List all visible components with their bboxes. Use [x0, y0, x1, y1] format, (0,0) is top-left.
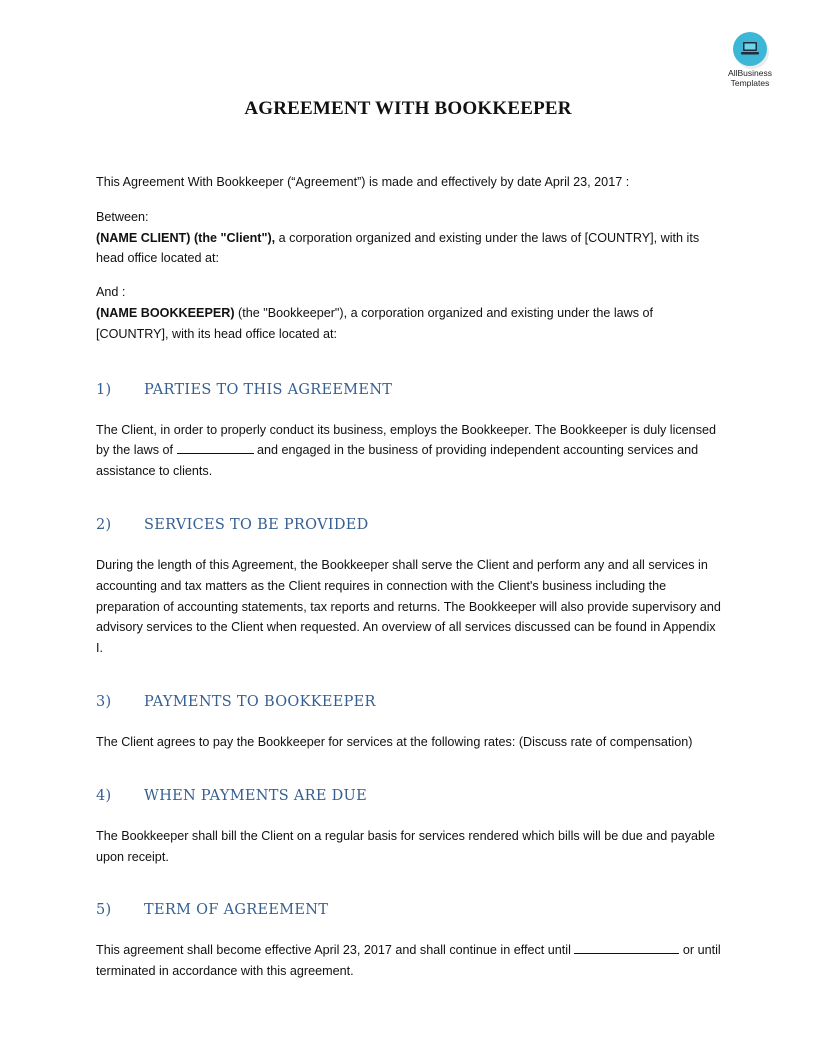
section-heading-5	[96, 900, 726, 920]
document-title: AGREEMENT WITH BOOKKEEPER	[244, 98, 572, 119]
section-4-text: The Bookkeeper shall bill the Client on a regular basis for services rendered which bills will be due and payable upon receipt.	[96, 828, 715, 864]
bookkeeper-name: (NAME BOOKKEEPER)	[96, 305, 235, 320]
section-heading-1	[96, 380, 726, 400]
section-1-text-b: and engaged in the business of providing independent accounting services and assistance to clients.	[96, 443, 699, 479]
section-number: 3)	[96, 693, 112, 710]
section-5-text-b: and shall continue in effect until	[391, 943, 575, 958]
section-title: SERVICES TO BE PROVIDED	[144, 516, 369, 533]
section-title: PARTIES TO THIS AGREEMENT	[144, 381, 393, 398]
document-body	[96, 172, 726, 982]
section-heading-2	[96, 515, 726, 535]
section-5-text-a: This agreement shall become effective	[96, 943, 315, 958]
section-heading-4	[96, 786, 726, 806]
section-5-text-c: or until terminated in accordance with this agreement.	[96, 943, 721, 979]
logo-line-1: AllBusiness	[728, 68, 772, 78]
laptop-icon	[740, 41, 760, 57]
intro-paragraph	[96, 172, 726, 193]
section-1-text	[96, 420, 726, 482]
section-3-text: The Client agrees to pay the Bookkeeper for services at the following rates: (Discuss rate of compensation)	[96, 734, 693, 749]
end-date-blank	[574, 940, 679, 954]
section-1-text-a: The Client, in order to properly conduct its business, employs the Bookkeeper. The Bookkeeper is duly licensed by the laws of	[96, 422, 716, 458]
intro-text: This Agreement With Bookkeeper (“Agreement”) is made and effectively by date	[96, 175, 542, 189]
section-title: PAYMENTS TO BOOKKEEPER	[144, 693, 376, 710]
section-5-date: April 23, 2017	[314, 943, 392, 958]
bookkeeper-text: (the "Bookkeeper"), a corporation organized and existing under the laws of [COUNTRY], with its head office located at:	[96, 305, 654, 341]
and-block	[96, 282, 726, 344]
intro-suffix: :	[625, 175, 630, 189]
and-label: And :	[96, 285, 126, 300]
logo-line-2: Templates	[730, 78, 770, 88]
allbusiness-templates-logo	[718, 32, 782, 88]
intro-date: April 23, 2017	[544, 175, 623, 189]
logo-text	[718, 68, 782, 88]
section-number: 4)	[96, 787, 112, 804]
client-paragraph	[96, 228, 726, 270]
jurisdiction-blank	[177, 440, 254, 454]
section-2-text: During the length of this Agreement, the Bookkeeper shall serve the Client and perform any and all services in accounting and tax matters as the Client requires in connection with the Client's business including the preparation of accounting statements, tax reports and returns. The Bookkeeper will also provide supervisory and advisory services to the Client when requested. An overview of all services discussed can be found in Appendix I.	[96, 557, 721, 656]
logo-badge	[733, 32, 767, 66]
section-heading-3	[96, 692, 726, 712]
section-number: 2)	[96, 516, 112, 533]
bookkeeper-paragraph	[96, 303, 726, 345]
client-name: (NAME CLIENT) (the "Client"),	[96, 230, 276, 245]
client-text: a corporation organized and existing under the laws of [COUNTRY], with its head office located at:	[96, 230, 700, 266]
between-label: Between:	[96, 209, 149, 224]
section-title: WHEN PAYMENTS ARE DUE	[144, 787, 367, 804]
section-number: 5)	[96, 902, 112, 919]
section-5-text	[96, 940, 726, 982]
between-block	[96, 207, 726, 269]
section-number: 1)	[96, 381, 112, 398]
section-title: TERM OF AGREEMENT	[144, 902, 329, 919]
